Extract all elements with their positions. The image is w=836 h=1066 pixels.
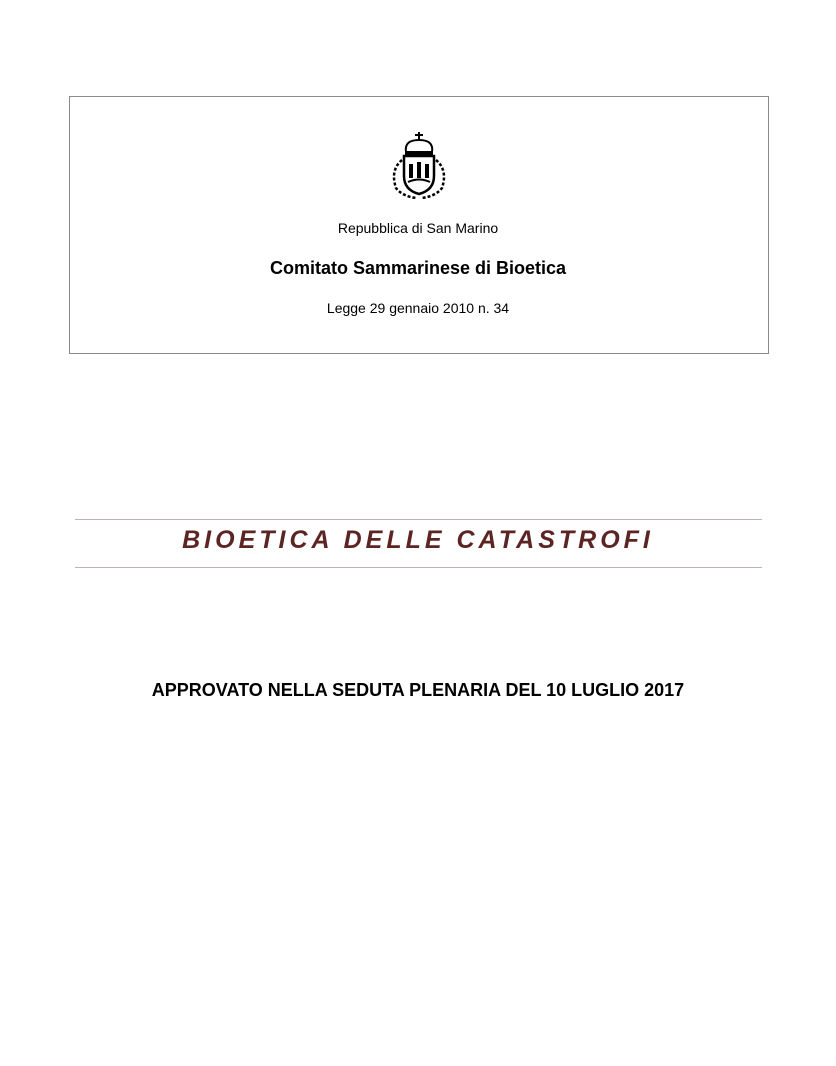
coat-of-arms-icon: [386, 130, 452, 202]
committee-name: Comitato Sammarinese di Bioetica: [269, 258, 567, 278]
title-top-rule: [75, 519, 762, 520]
approval-statement: APPROVATO NELLA SEDUTA PLENARIA DEL 10 LUGLIO 2017: [151, 680, 685, 700]
title-bottom-rule: [75, 567, 762, 568]
document-title: BIOETICA DELLE CATASTROFI: [182, 526, 654, 554]
republic-name: Repubblica di San Marino: [337, 220, 499, 236]
law-reference: Legge 29 gennaio 2010 n. 34: [326, 300, 510, 316]
